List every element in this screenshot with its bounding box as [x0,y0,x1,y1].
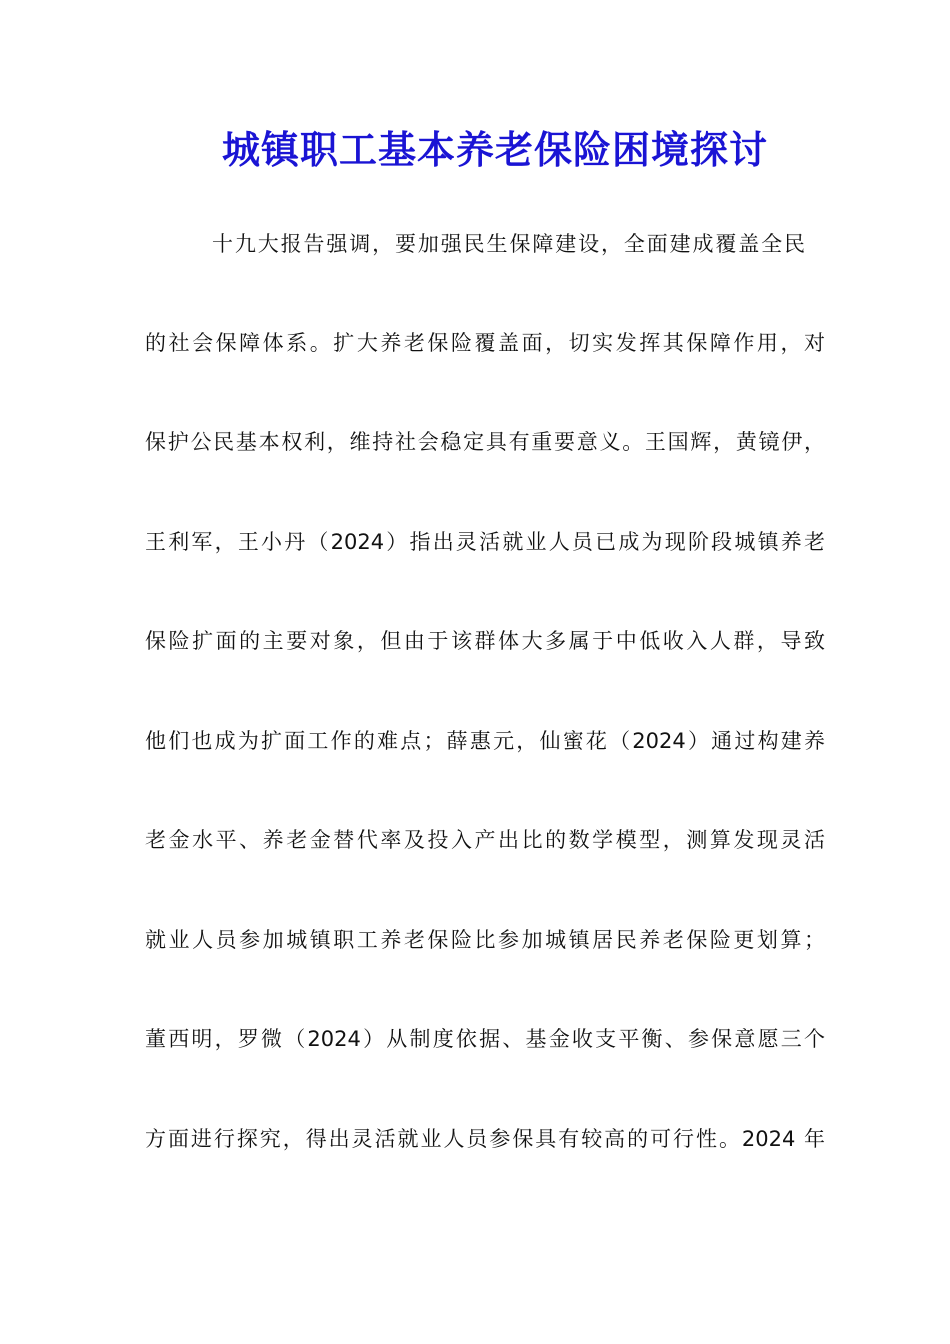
paragraph-line-9: 董西明，罗微（2024）从制度依据、基金收支平衡、参保意愿三个 [145,1027,825,1051]
paragraph-line-6: 他们也成为扩面工作的难点；薛惠元，仙蜜花（2024）通过构建养 [145,729,825,753]
document-title: 城镇职工基本养老保险困境探讨 [221,127,768,172]
paragraph-line-2: 的社会保障体系。扩大养老保险覆盖面，切实发挥其保障作用，对 [145,331,825,355]
paragraph-line-7: 老金水平、养老金替代率及投入产出比的数学模型，测算发现灵活 [145,828,825,852]
paragraph-line-1: 十九大报告强调，要加强民生保障建设，全面建成覆盖全民 [212,232,805,256]
paragraph-line-5: 保险扩面的主要对象，但由于该群体大多属于中低收入人群，导致 [145,629,825,653]
paragraph-line-10: 方面进行探究，得出灵活就业人员参保具有较高的可行性。2024 年 [145,1127,825,1151]
paragraph-line-4: 王利军，王小丹（2024）指出灵活就业人员已成为现阶段城镇养老 [145,530,825,554]
paragraph-line-8: 就业人员参加城镇职工养老保险比参加城镇居民养老保险更划算； [145,928,825,952]
paragraph-line-3: 保护公民基本权利，维持社会稳定具有重要意义。王国辉，黄镜伊， [145,430,825,454]
